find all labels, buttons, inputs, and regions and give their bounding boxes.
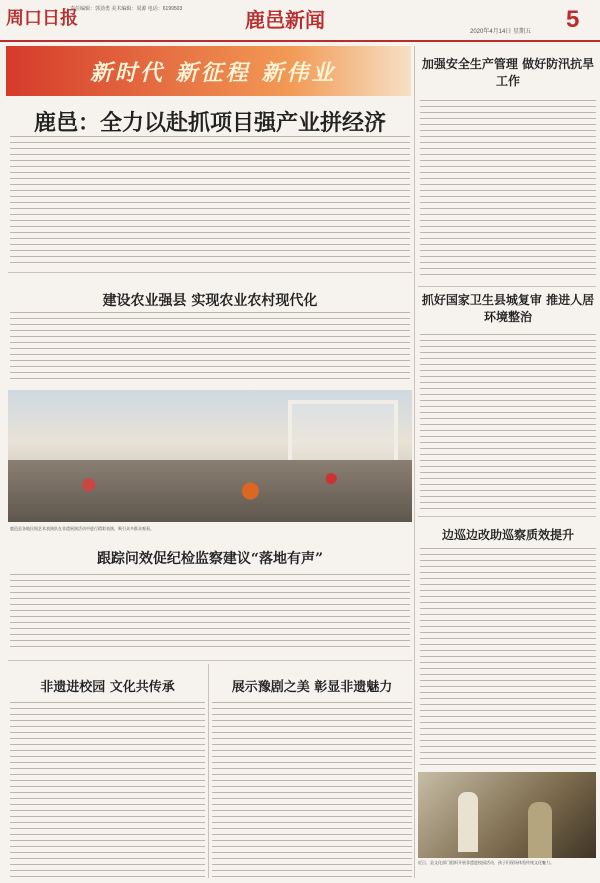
editor-info <box>70 6 240 32</box>
yuju-headline: 展示豫剧之美 彰显非遗魅力 <box>231 680 393 695</box>
column-divider <box>414 46 415 878</box>
divider <box>8 660 412 661</box>
supervise-article-body <box>10 574 410 652</box>
agri-headline: 建设农业强县 实现农业农村现代化 <box>102 293 318 309</box>
heritage-article-body <box>10 702 205 878</box>
main-headline: 鹿邑：全力以赴抓项目强产业拼经济 <box>33 110 386 136</box>
inspect-article-body <box>420 548 596 766</box>
section-title: 鹿邑新闻 <box>245 8 325 32</box>
sanitary-article-body <box>420 334 596 510</box>
yuju-article-body <box>212 702 412 878</box>
banner-title: 新时代 新征程 新伟业 <box>90 60 337 86</box>
divider <box>208 664 209 878</box>
safety-headline: 加强安全生产管理 做好防汛抗旱工作 <box>421 57 595 88</box>
agri-article-body <box>10 312 410 384</box>
divider <box>8 272 412 273</box>
school-heritage-photo <box>418 772 596 858</box>
person-figure <box>458 792 478 852</box>
page-header <box>0 0 600 42</box>
person-figure <box>528 802 552 858</box>
inspect-headline: 边巡边改助巡察质效提升 <box>441 528 574 542</box>
performance-crowd <box>8 460 412 522</box>
safety-article-body <box>420 100 596 280</box>
divider <box>418 516 596 517</box>
sanitary-headline: 抓好国家卫生县城复审 推进人居环境整治 <box>421 293 595 324</box>
memorial-arch <box>288 400 398 460</box>
festival-photo <box>8 390 412 522</box>
editor-line: 责任编辑：郭劲勇 美术编辑：周源 电话：6199503 <box>70 6 183 12</box>
theme-banner <box>6 46 411 96</box>
main-photo-caption: 鹿邑县各地民间艺术表演队在非遗展演活动中进行精彩表演，吸引众多群众观看。 <box>10 526 154 531</box>
side-photo-caption: 近日，县文化部门组织开展非遗进校园活动，孩子们现场体验传统文化魅力。 <box>418 860 554 865</box>
heritage-headline: 非遗进校园 文化共传承 <box>40 680 175 695</box>
divider <box>418 286 596 287</box>
page-number: 5 <box>566 6 580 33</box>
supervise-headline: 跟踪问效促纪检监察建议“落地有声” <box>96 551 324 567</box>
main-article-body <box>10 136 410 264</box>
issue-date: 2020年4月14日 星期五 <box>470 29 532 35</box>
newspaper-logo: 周口日报 <box>6 8 78 29</box>
